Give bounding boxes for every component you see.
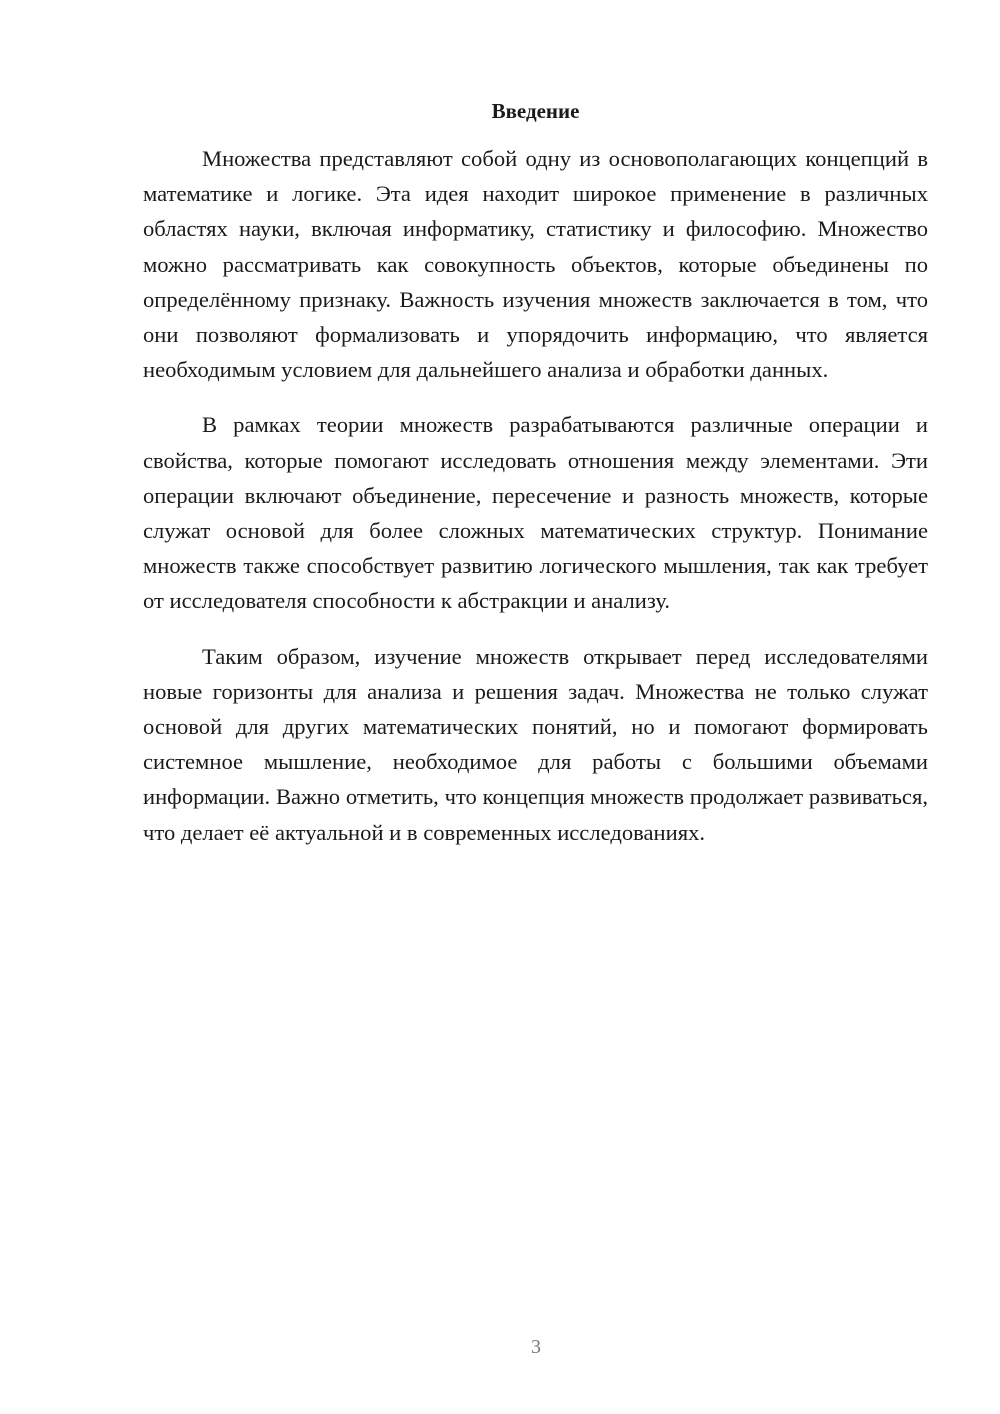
page-title: Введение — [491, 99, 580, 123]
paragraph-2: В рамках теории множеств разрабатываются различные операции и свойства, которые помогают исследовать отношения между элементами. Эти операции включают объединение, пересечение и разность множеств, которые служат основой для более сложных математических структур. Понимание множеств также способствует развитию логического мышления, так как требует от исследователя способности к абстракции и анализу. — [143, 412, 928, 614]
document-body — [143, 141, 928, 870]
page-number: 3 — [531, 1336, 541, 1358]
paragraph-3: Таким образом, изучение множеств открывает перед исследователями новые горизонты для анализа и решения задач. Множества не только служат основой для других математических понятий, но и помогают формировать системное мышление, необходимое для работы с большими объемами информации. Важно отметить, что концепция множеств продолжает развиваться, что делает её актуальной и в современных исследованиях. — [143, 643, 928, 845]
paragraph-1: Множества представляют собой одну из основополагающих концепций в математике и логике. Эта идея находит широкое применение в различных областях науки, включая информатику, статистику и философию. Множество можно рассматривать как совокупность объектов, которые объединены по определённому признаку. Важность изучения множеств заключается в том, что они позволяют формализовать и упорядочить информацию, что является необходимым условием для дальнейшего анализа и обработки данных. — [143, 146, 928, 383]
